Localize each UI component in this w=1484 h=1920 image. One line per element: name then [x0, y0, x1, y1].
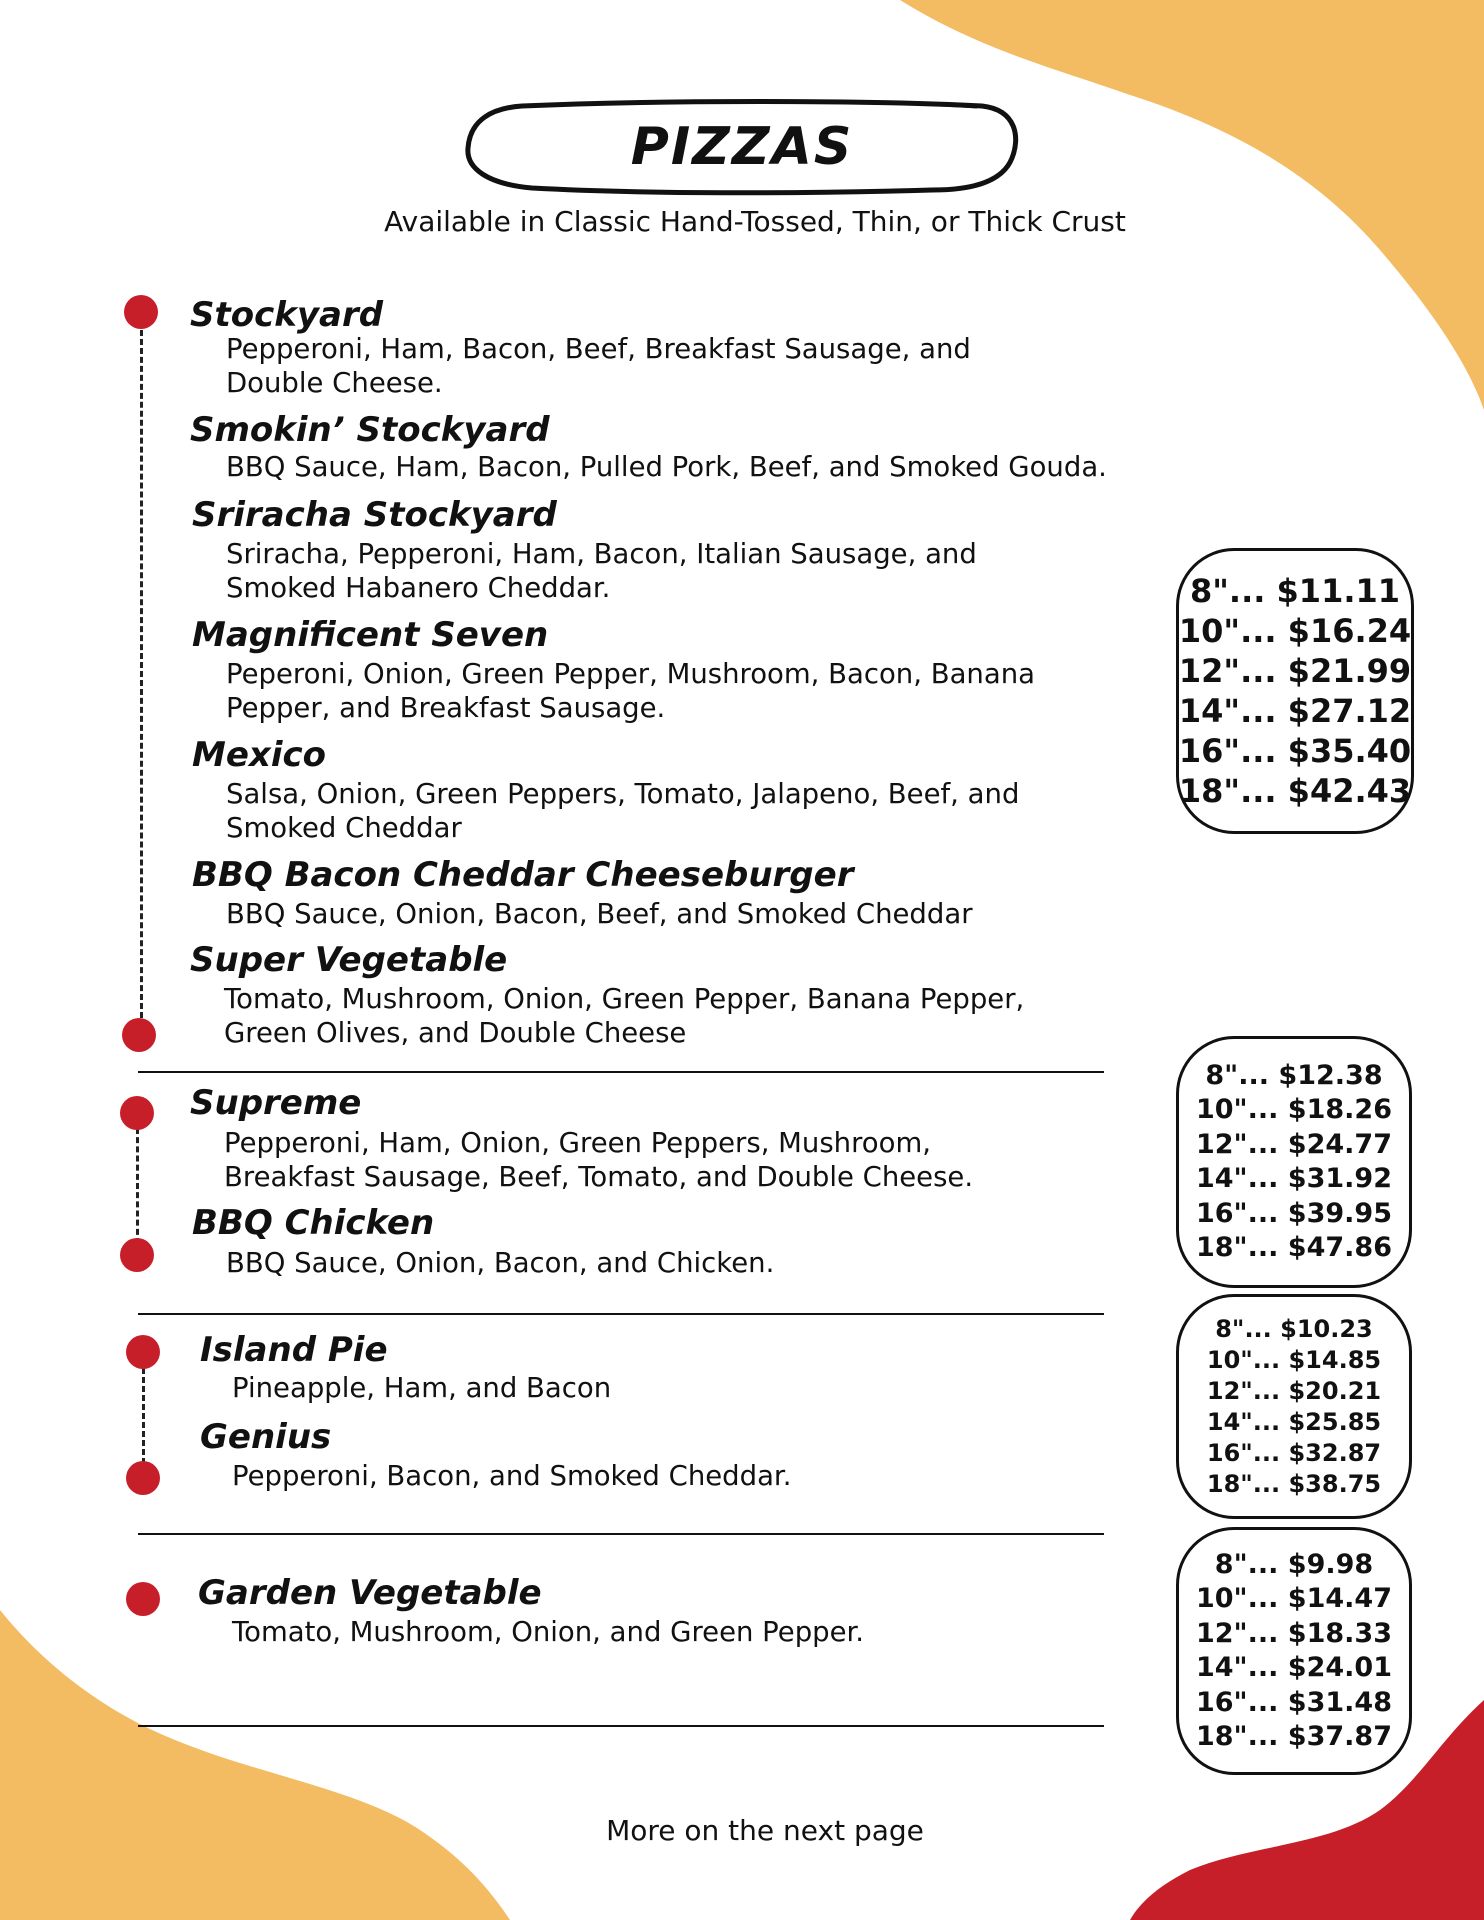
- price-line: 16"... $35.40: [1178, 732, 1412, 770]
- price-line: 10"... $14.85: [1206, 1345, 1382, 1374]
- pizza-description: BBQ Sauce, Onion, Bacon, and Chicken.: [226, 1247, 775, 1279]
- pizza-name: Magnificent Seven: [192, 615, 549, 655]
- pizza-description: Salsa, Onion, Green Peppers, Tomato, Jalapeno, Beef, and Smoked Cheddar: [226, 778, 1020, 844]
- crust-subtitle: Available in Classic Hand-Tossed, Thin, or Thick Crust: [384, 205, 1126, 238]
- price-line: 18"... $42.43: [1178, 772, 1412, 810]
- price-line: 14"... $25.85: [1206, 1407, 1382, 1436]
- pizza-name: Garden Vegetable: [198, 1573, 542, 1613]
- pizza-name: Stockyard: [190, 295, 384, 335]
- pizza-name: Genius: [200, 1417, 332, 1457]
- timeline-connector: [136, 1128, 139, 1244]
- bottom-left-yellow-blob: [0, 1610, 510, 1920]
- price-line: 16"... $39.95: [1195, 1197, 1392, 1229]
- pizza-description: Tomato, Mushroom, Onion, Green Pepper, Banana Pepper, Green Olives, and Double Cheese: [224, 983, 1025, 1049]
- price-line: 14"... $27.12: [1178, 692, 1412, 730]
- price-line: 10"... $16.24: [1178, 612, 1412, 650]
- pizza-description: Sriracha, Pepperoni, Ham, Bacon, Italian Sausage, and Smoked Habanero Cheddar.: [226, 538, 977, 604]
- pizza-description: Tomato, Mushroom, Onion, and Green Pepper.: [232, 1616, 865, 1648]
- price-line: 8"... $10.23: [1215, 1314, 1373, 1343]
- price-box: [1176, 1036, 1412, 1288]
- timeline-dot: [122, 1018, 156, 1052]
- price-box: [1176, 1527, 1412, 1775]
- timeline-dot: [120, 1238, 154, 1272]
- timeline-connector: [140, 330, 143, 1018]
- price-line: 14"... $24.01: [1195, 1652, 1392, 1683]
- section-divider: [138, 1313, 1104, 1315]
- pizza-name: Island Pie: [200, 1330, 388, 1370]
- pizza-description: BBQ Sauce, Ham, Bacon, Pulled Pork, Beef, and Smoked Gouda.: [226, 451, 1107, 483]
- pizza-name: Sriracha Stockyard: [192, 495, 557, 535]
- price-line: 16"... $32.87: [1206, 1438, 1382, 1467]
- section-divider: [138, 1533, 1104, 1535]
- price-line: 10"... $18.26: [1195, 1094, 1392, 1125]
- price-line: 12"... $20.21: [1206, 1376, 1382, 1405]
- timeline-dot: [126, 1461, 160, 1495]
- pizza-name: Smokin’ Stockyard: [190, 410, 550, 450]
- pizza-description: Pepperoni, Bacon, and Smoked Cheddar.: [232, 1460, 792, 1492]
- price-line: 12"... $18.33: [1195, 1617, 1392, 1649]
- price-line: 10"... $14.47: [1195, 1583, 1392, 1614]
- price-line: 12"... $24.77: [1195, 1128, 1392, 1160]
- footer-note: More on the next page: [606, 1814, 924, 1847]
- pizza-description: Pineapple, Ham, and Bacon: [232, 1372, 612, 1404]
- pizza-description: Peperoni, Onion, Green Pepper, Mushroom, Bacon, Banana Pepper, and Breakfast Sausage.: [226, 658, 1035, 724]
- pizza-name: Super Vegetable: [190, 940, 508, 980]
- pizza-description: Pepperoni, Ham, Bacon, Beef, Breakfast Sausage, and Double Cheese.: [226, 333, 971, 399]
- timeline-dot: [126, 1335, 160, 1369]
- price-line: 8"... $12.38: [1205, 1059, 1383, 1091]
- section-divider: [138, 1071, 1104, 1073]
- pizza-name: BBQ Bacon Cheddar Cheeseburger: [192, 855, 854, 895]
- price-line: 18"... $37.87: [1195, 1721, 1392, 1752]
- timeline-dot: [120, 1096, 154, 1130]
- price-line: 18"... $38.75: [1206, 1469, 1382, 1498]
- pizza-description: BBQ Sauce, Onion, Bacon, Beef, and Smoked Cheddar: [226, 898, 973, 930]
- price-line: 8"... $11.11: [1189, 572, 1401, 610]
- page-title: PIZZAS: [630, 117, 854, 177]
- timeline-connector: [142, 1368, 145, 1464]
- timeline-dot: [126, 1582, 160, 1616]
- price-line: 18"... $47.86: [1195, 1232, 1392, 1263]
- pizza-name: Supreme: [190, 1083, 362, 1123]
- price-box: [1176, 548, 1414, 834]
- price-line: 8"... $9.98: [1214, 1548, 1374, 1580]
- price-line: 16"... $31.48: [1195, 1686, 1392, 1718]
- section-divider: [138, 1725, 1104, 1727]
- price-box: [1176, 1294, 1412, 1519]
- pizza-description: Pepperoni, Ham, Onion, Green Peppers, Mushroom, Breakfast Sausage, Beef, Tomato, and Double Cheese.: [224, 1127, 974, 1193]
- pizza-name: Mexico: [192, 735, 326, 775]
- pizza-name: BBQ Chicken: [192, 1203, 435, 1243]
- price-line: 12"... $21.99: [1178, 652, 1412, 690]
- price-line: 14"... $31.92: [1195, 1163, 1392, 1194]
- timeline-dot: [124, 295, 158, 329]
